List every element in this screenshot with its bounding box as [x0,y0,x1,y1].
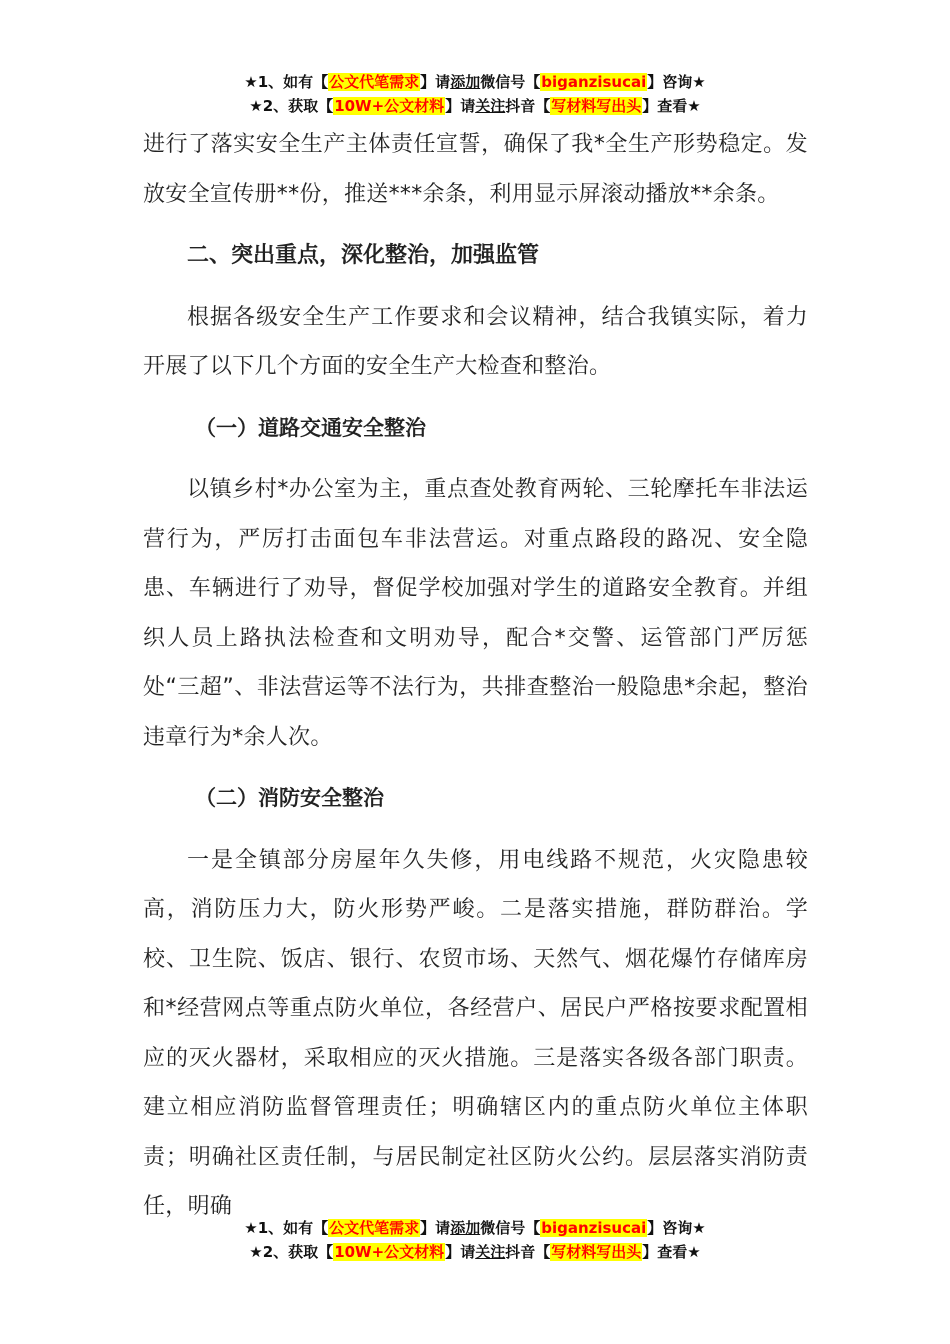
highlight-materials: 10W+公文材料 [334,97,445,115]
highlight-service: 公文代笔需求 [329,73,420,91]
section-heading-2: 二、突出重点，深化整治，加强监管 [187,243,540,268]
banner-line-2: ★2、获取【10W+公文材料】请关注抖音【写材料写出头】查看★ [249,1243,701,1261]
highlight-materials: 10W+公文材料 [334,1243,445,1261]
paragraph-continuation: 进行了落实安全生产主体责任宣誓，确保了我*全生产形势稳定。发放安全宣传册**份，推送***余条，利用显示屏滚动播放**余条。 [143,132,808,207]
subsection-heading-fire: （二）消防安全整治 [195,786,384,810]
footer-banner [0,1216,950,1264]
paragraph-fire: 一是全镇部分房屋年久失修，用电线路不规范，火灾隐患较高，消防压力大，防火形势严峻。二是落实措施，群防群治。学校、卫生院、饭店、银行、农贸市场、天然气、烟花爆竹存储库房和*经营网点等重点防火单位，各经营户、居民户严格按要求配置相应的灭火器材，采取相应的灭火措施。三是落实各级各部门职责。建立相应消防监督管理责任；明确辖区内的重点防火单位主体职责；明确社区责任制，与居民制定社区防火公约。层层落实消防责任，明确 [143,847,808,1219]
header-banner [0,70,950,118]
document-body [143,120,808,1232]
banner-line-1: ★1、如有【公文代笔需求】请添加微信号【biganzisucai】咨询★ [244,73,706,91]
banner-line-2: ★2、获取【10W+公文材料】请关注抖音【写材料写出头】查看★ [249,97,701,115]
banner-line-1: ★1、如有【公文代笔需求】请添加微信号【biganzisucai】咨询★ [244,1219,706,1237]
highlight-douyin-id: 写材料写出头 [551,97,642,115]
paragraph-traffic: 以镇乡村*办公室为主，重点查处教育两轮、三轮摩托车非法运营行为，严厉打击面包车非法营运。对重点路段的路况、安全隐患、车辆进行了劝导，督促学校加强对学生的道路安全教育。并组织人员上路执法检查和文明劝导，配合*交警、运管部门严厉惩处“三超”、非法营运等不法行为，共排查整治一般隐患*余起，整治违章行为*余人次。 [143,477,808,750]
highlight-service: 公文代笔需求 [329,1219,420,1237]
highlight-douyin-id: 写材料写出头 [551,1243,642,1261]
highlight-wechat-id: biganzisucai [541,73,647,91]
highlight-wechat-id: biganzisucai [541,1219,647,1237]
paragraph-intro: 根据各级安全生产工作要求和会议精神，结合我镇实际，着力开展了以下几个方面的安全生产大检查和整治。 [143,304,808,379]
subsection-heading-traffic: （一）道路交通安全整治 [195,415,426,440]
